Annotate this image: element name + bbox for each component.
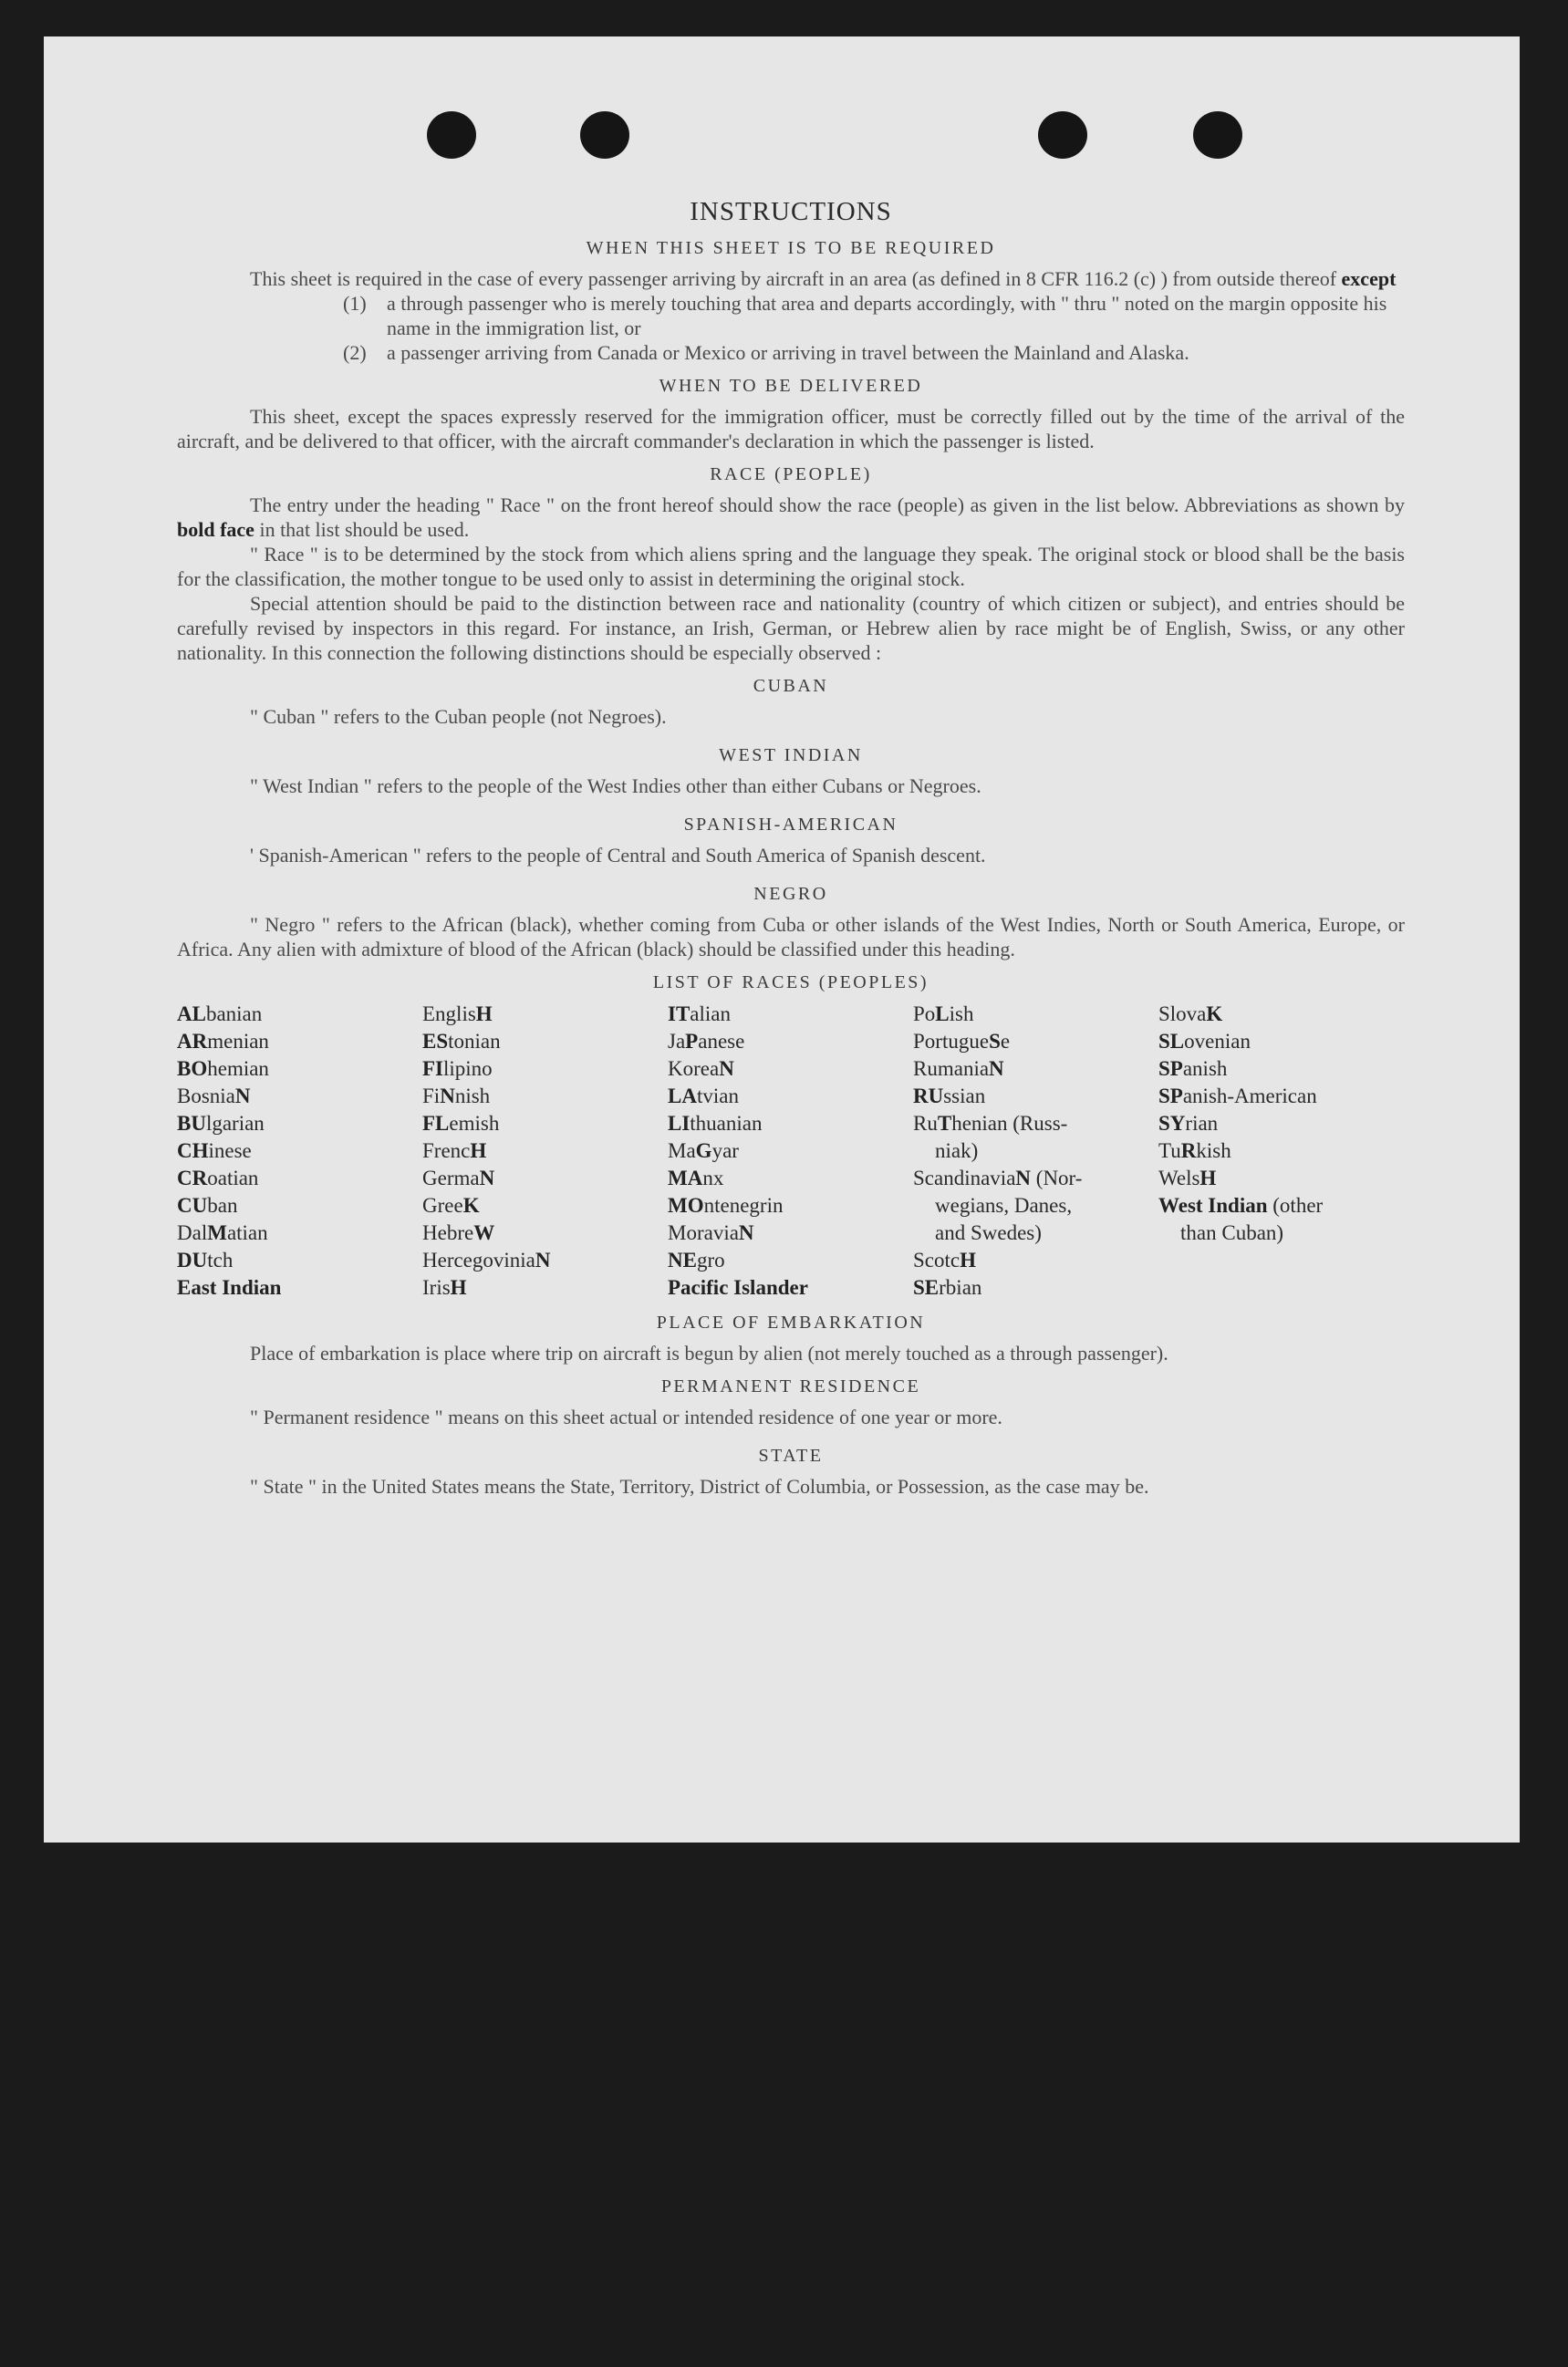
punch-hole — [427, 111, 476, 159]
paragraph: " Permanent residence " means on this sheet actual or intended residence of one year or more. — [250, 1406, 1002, 1428]
race-entry: PoLish — [913, 1002, 974, 1025]
paragraph: This sheet, except the spaces expressly reserved for the immigration officer, must be correctly filled out by the time of the arrival of the aircraft, and be delivered to that officer, with the aircraft commander's declaration in which the passenger is listed. — [177, 405, 1405, 452]
race-entry: GreeK — [422, 1194, 480, 1217]
paragraph: " Race " is to be determined by the stock from which aliens spring and the language they speak. The original stock or blood shall be the basis for the classification, the mother tongue to be used only to assist in determining the original stock. — [177, 543, 1405, 590]
race-entry: PortugueSe — [913, 1030, 1011, 1053]
race-entry: JaPanese — [668, 1030, 745, 1053]
race-column — [668, 1001, 913, 1302]
section-heading: WHEN THIS SHEET IS TO BE REQUIRED — [586, 238, 996, 258]
race-entry: East Indian — [177, 1276, 282, 1299]
race-entry: DUtch — [177, 1249, 234, 1272]
race-entry: LAtvian — [668, 1085, 739, 1107]
section-heading: WEST INDIAN — [719, 745, 863, 765]
race-entry: than Cuban) — [1180, 1221, 1284, 1244]
race-entry: Pacific Islander — [668, 1276, 808, 1299]
list-item: (1) a through passenger who is merely touching that area and departs accordingly, with " thru " noted on the margin opposite his name in the immigration list, or — [343, 292, 1387, 339]
race-entry: FrencH — [422, 1139, 487, 1162]
race-entry: SPanish — [1158, 1057, 1228, 1080]
race-entry: TuRkish — [1158, 1139, 1231, 1162]
race-entry: EStonian — [422, 1030, 501, 1053]
race-entry: niak) — [935, 1139, 979, 1162]
paragraph: " State " in the United States means the State, Territory, District of Columbia, or Possession, as the case may be. — [250, 1475, 1149, 1498]
section-heading: NEGRO — [753, 884, 828, 904]
race-entry: FiNnish — [422, 1085, 491, 1107]
race-entry: RuThenian (Russ- — [913, 1112, 1068, 1135]
paragraph: " Negro " refers to the African (black), whether coming from Cuba or other islands of the West Indies, North or South America, Europe, or Africa. Any alien with admixture of blood of the African (black) should be classified under this heading. — [177, 913, 1405, 960]
race-entry: SErbian — [913, 1276, 982, 1299]
paragraph: This sheet is required in the case of every passenger arriving by aircraft in an area (as defined in 8 CFR 116.2 (c) ) from outside thereof except — [250, 267, 1397, 290]
punch-hole — [1193, 111, 1242, 159]
page-title: INSTRUCTIONS — [690, 197, 892, 226]
race-column — [913, 1001, 1158, 1302]
race-entry: MAnx — [668, 1167, 724, 1189]
section-heading: PERMANENT RESIDENCE — [660, 1376, 921, 1396]
race-entry: LIthuanian — [668, 1112, 763, 1135]
race-entry: SYrian — [1158, 1112, 1219, 1135]
race-entry: IrisH — [422, 1276, 467, 1299]
list-item: (2) a passenger arriving from Canada or Mexico or arriving in travel between the Mainland and Alaska. — [343, 341, 1189, 364]
race-entry: CRoatian — [177, 1167, 259, 1189]
race-entry: BosniaN — [177, 1085, 251, 1107]
section-heading: CUBAN — [753, 676, 829, 696]
race-entry: BOhemian — [177, 1057, 269, 1080]
race-entry: ARmenian — [177, 1030, 269, 1053]
paragraph: " West Indian " refers to the people of the West Indies other than either Cubans or Negroes. — [250, 774, 981, 797]
paragraph: ' Spanish-American " refers to the people of Central and South America of Spanish descent. — [250, 844, 986, 867]
race-column — [177, 1001, 422, 1302]
race-entry: MoraviaN — [668, 1221, 754, 1244]
section-heading: PLACE OF EMBARKATION — [656, 1313, 926, 1333]
document-sheet — [44, 36, 1520, 1843]
race-entry: SPanish-American — [1158, 1085, 1317, 1107]
race-entry: ITalian — [668, 1002, 731, 1025]
race-entry: ScotcH — [913, 1249, 976, 1272]
race-entry: EnglisH — [422, 1002, 493, 1025]
race-entry: CUban — [177, 1194, 238, 1217]
paragraph: Place of embarkation is place where trip on aircraft is begun by alien (not merely touched as a through passenger). — [250, 1342, 1168, 1365]
race-entry: DalMatian — [177, 1221, 268, 1244]
race-entry: NEgro — [668, 1249, 725, 1272]
punch-hole — [1038, 111, 1087, 159]
race-entry: wegians, Danes, — [935, 1194, 1073, 1217]
race-entry: ALbanian — [177, 1002, 263, 1025]
section-heading: SPANISH-AMERICAN — [683, 815, 898, 835]
section-heading: LIST OF RACES (PEOPLES) — [652, 972, 929, 992]
race-entry: CHinese — [177, 1139, 252, 1162]
race-column — [1158, 1001, 1404, 1302]
race-entry: SLovenian — [1158, 1030, 1251, 1053]
section-heading: RACE (PEOPLE) — [710, 464, 872, 484]
section-heading: STATE — [758, 1446, 824, 1466]
race-entry: FLemish — [422, 1112, 500, 1135]
race-entry: KoreaN — [668, 1057, 734, 1080]
race-entry: MaGyar — [668, 1139, 739, 1162]
paragraph: Special attention should be paid to the distinction between race and nationality (country of which citizen or subject), and entries should be carefully revised by inspectors in this regard. For instance, an Irish, German, or Hebrew alien by race might be of English, Swiss, or any other nationality. In this connection the following distinctions should be especially observed : — [177, 592, 1405, 664]
section-heading: WHEN TO BE DELIVERED — [659, 376, 923, 396]
race-entry: WelsH — [1158, 1167, 1217, 1189]
paragraph: The entry under the heading " Race " on the front hereof should show the race (people) as given in the list below. Abbreviations as shown by bold face in that list should be used. — [177, 493, 1405, 541]
race-entry: BUlgarian — [177, 1112, 265, 1135]
race-column — [422, 1001, 668, 1302]
race-entry: RumaniaN — [913, 1057, 1004, 1080]
punch-hole — [580, 111, 629, 159]
paragraph: " Cuban " refers to the Cuban people (not Negroes). — [250, 705, 667, 728]
race-entry: and Swedes) — [935, 1221, 1042, 1244]
race-entry: SlovaK — [1158, 1002, 1223, 1025]
race-entry: HercegoviniaN — [422, 1249, 551, 1272]
race-list — [177, 1001, 1405, 1302]
race-entry: MOntenegrin — [668, 1194, 784, 1217]
race-entry: West Indian (other — [1158, 1194, 1324, 1217]
instructions-content — [177, 197, 1405, 1499]
race-entry: RUssian — [913, 1085, 986, 1107]
race-entry: HebreW — [422, 1221, 495, 1244]
race-entry: FIlipino — [422, 1057, 493, 1080]
race-entry: ScandinaviaN (Nor- — [913, 1167, 1083, 1189]
race-entry: GermaN — [422, 1167, 495, 1189]
